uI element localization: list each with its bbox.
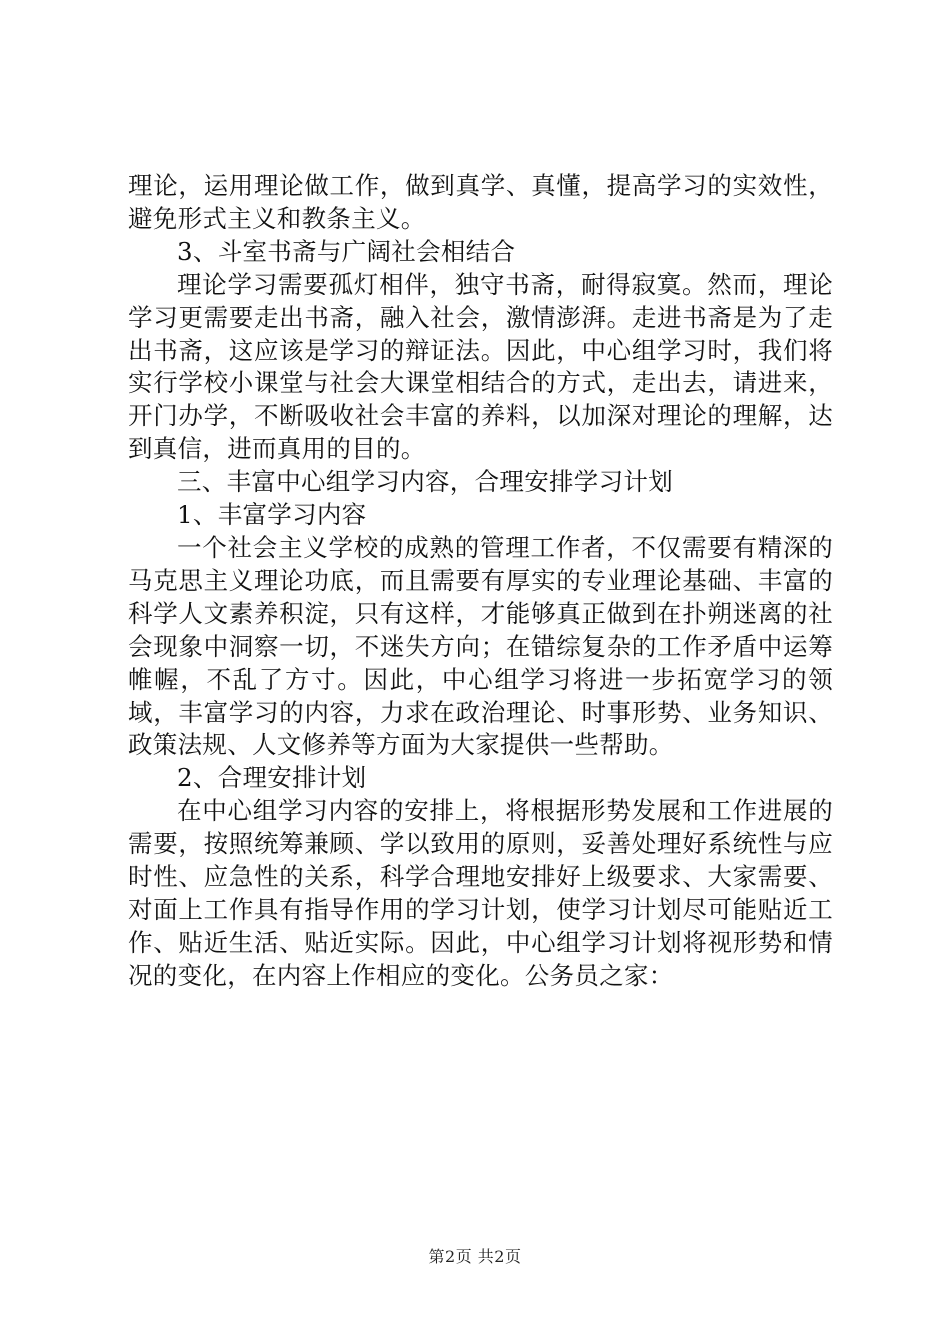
- section-heading-3: 三、丰富中心组学习内容，合理安排学习计划: [177, 467, 673, 497]
- page-footer: 第2页 共2页: [428, 1247, 522, 1266]
- document-body: [128, 170, 833, 993]
- subheading-3: 3、斗室书斋与广阔社会相结合: [177, 236, 516, 266]
- paragraph-continuation: 理论，运用理论做工作，做到真学、真懂，提高学习的实效性，避免形式主义和教条主义。: [128, 171, 833, 233]
- subheading-1: 1、丰富学习内容: [177, 500, 367, 530]
- paragraph-study-society: 理论学习需要孤灯相伴，独守书斋，耐得寂寞。然而，理论学习更需要走出书斋，融入社会，激情澎湃。走进书斋是为了走出书斋，这应该是学习的辩证法。因此，中心组学习时，我们将实行学校小课堂与社会大课堂相结合的方式，走出去，请进来，开门办学，不断吸收社会丰富的养料，以加深对理论的理解，达到真信，进而真用的目的。: [128, 269, 833, 464]
- paragraph-study-content: 一个社会主义学校的成熟的管理工作者，不仅需要有精深的马克思主义理论功底，而且需要有厚实的专业理论基础、丰富的科学人文素养积淀，只有这样，才能够真正做到在扑朔迷离的社会现象中洞察一切，不迷失方向；在错综复杂的工作矛盾中运筹帷幄，不乱了方寸。因此，中心组学习将进一步拓宽学习的领域，丰富学习的内容，力求在政治理论、时事形势、业务知识、政策法规、人文修养等方面为大家提供一些帮助。: [128, 532, 833, 760]
- subheading-2: 2、合理安排计划: [177, 763, 367, 793]
- paragraph-study-plan: 在中心组学习内容的安排上，将根据形势发展和工作进展的需要，按照统筹兼顾、学以致用的原则，妥善处理好系统性与应时性、应急性的关系，科学合理地安排好上级要求、大家需要、对面上工作具有指导作用的学习计划，使学习计划尽可能贴近工作、贴近生活、贴近实际。因此，中心组学习计划将视形势和情况的变化，在内容上作相应的变化。公务员之家：: [128, 796, 833, 990]
